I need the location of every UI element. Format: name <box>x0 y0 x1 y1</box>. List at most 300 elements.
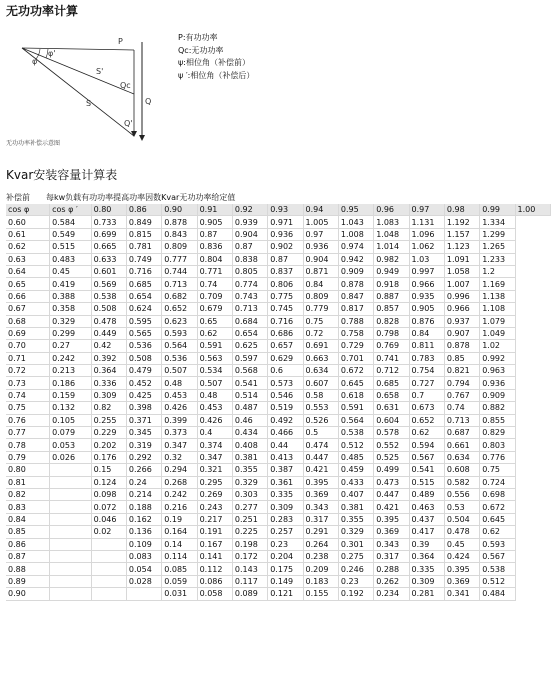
table-cell: 0.453 <box>162 389 197 401</box>
table-cell: 0.141 <box>197 550 232 562</box>
table-cell: 0.594 <box>409 439 444 451</box>
table-cell: 1.079 <box>480 315 515 327</box>
table-cell: 0.538 <box>480 563 515 575</box>
header-target-cos: 1.00 <box>515 204 550 216</box>
table-row <box>6 464 551 476</box>
header-cos-before: cos φ <box>6 204 50 216</box>
table-cell: 0.798 <box>374 327 409 339</box>
table-cell: 0.117 <box>232 575 267 587</box>
table-cell: 0.466 <box>268 427 303 439</box>
table-cell: 0.512 <box>480 575 515 587</box>
table-cell: 0.949 <box>374 265 409 277</box>
table-cell: 0.552 <box>374 439 409 451</box>
table-cell: 0.699 <box>91 228 126 240</box>
table-cell: 0.515 <box>409 476 444 488</box>
table-cell: 0.243 <box>197 501 232 513</box>
table-cell: 0.395 <box>374 513 409 525</box>
table-cell: 1.2 <box>480 265 515 277</box>
table-cell: 0.661 <box>444 439 479 451</box>
table-cell: 0.804 <box>197 253 232 265</box>
table-cell: 0.319 <box>126 439 161 451</box>
table-cell <box>50 563 91 575</box>
table-row <box>6 377 551 389</box>
table-cell: 0.492 <box>268 414 303 426</box>
table-cell: 0.303 <box>232 488 267 500</box>
table-cell: 0.478 <box>91 315 126 327</box>
table-cell: 0.937 <box>444 315 479 327</box>
table-cell: 0.573 <box>268 377 303 389</box>
table-cell: 0.417 <box>409 526 444 538</box>
table-cell: 0.776 <box>480 451 515 463</box>
header-description: 每kw负载有功功率提高功率因数Kvar无功功率给定值 <box>46 193 236 202</box>
table-cell: 0.172 <box>232 550 267 562</box>
table-cell: 0.713 <box>232 303 267 315</box>
table-cell: 0.75 <box>303 315 338 327</box>
table-cell: 0.407 <box>338 488 373 500</box>
legend-item-p: P:有功功率 <box>178 33 218 42</box>
table-cell: 0.593 <box>162 327 197 339</box>
kvar-table <box>6 204 551 601</box>
table-cell: 0.246 <box>338 563 373 575</box>
table-cell <box>50 513 91 525</box>
table-cell: 0.84 <box>303 278 338 290</box>
table-cell: 1.062 <box>409 241 444 253</box>
header-target-cos: 0.80 <box>91 204 126 216</box>
diagram-label-p: P <box>118 37 123 46</box>
table-cell: 0.838 <box>232 253 267 265</box>
table-row <box>6 550 551 562</box>
table-cell <box>91 588 126 600</box>
table-cell: 0.829 <box>480 427 515 439</box>
table-cell: 0.399 <box>162 414 197 426</box>
table-cell: 0.582 <box>444 476 479 488</box>
table-cell: 0.121 <box>268 588 303 600</box>
table-title: Kvar安装容量计算表 <box>6 168 118 182</box>
table-cell: 0.19 <box>162 513 197 525</box>
table-cell <box>91 575 126 587</box>
table-cell: 0.682 <box>162 290 197 302</box>
table-cell: 0.541 <box>409 464 444 476</box>
table-cell: 0.45 <box>50 265 91 277</box>
table-cell: 0.847 <box>338 290 373 302</box>
cell-cos-before: 0.89 <box>6 575 50 587</box>
table-cell: 0.701 <box>338 352 373 364</box>
table-cell: 0.39 <box>409 538 444 550</box>
table-row <box>6 588 551 600</box>
table-cell: 0.909 <box>338 265 373 277</box>
table-cell: 0.162 <box>126 513 161 525</box>
table-cell <box>50 575 91 587</box>
table-cell: 0.538 <box>338 427 373 439</box>
table-cell: 0.936 <box>303 241 338 253</box>
table-cell: 0.058 <box>197 588 232 600</box>
table-row <box>6 501 551 513</box>
table-cell: 0.855 <box>480 414 515 426</box>
table-row <box>6 439 551 451</box>
table-cell: 0.046 <box>91 513 126 525</box>
cell-cos-before: 0.81 <box>6 476 50 488</box>
table-cell: 0.618 <box>338 389 373 401</box>
table-cell: 0.658 <box>374 389 409 401</box>
table-cell: 0.515 <box>50 241 91 253</box>
table-cell: 0.225 <box>232 526 267 538</box>
table-cell: 0.652 <box>409 414 444 426</box>
table-cell: 0.665 <box>91 241 126 253</box>
table-cell: 0.374 <box>197 439 232 451</box>
table-cell: 0.595 <box>126 315 161 327</box>
table-cell: 0.904 <box>232 228 267 240</box>
table-cell: 0.281 <box>409 588 444 600</box>
table-cell: 0.645 <box>480 513 515 525</box>
table-cell: 0.159 <box>50 389 91 401</box>
table-cell: 0.124 <box>91 476 126 488</box>
table-column-header-row <box>6 204 551 216</box>
table-cell: 0.426 <box>162 402 197 414</box>
table-row <box>6 340 551 352</box>
table-cell: 0.553 <box>303 402 338 414</box>
table-cell: 0.255 <box>91 414 126 426</box>
cell-cos-before: 0.90 <box>6 588 50 600</box>
table-cell: 1.123 <box>444 241 479 253</box>
table-cell: 0.936 <box>480 377 515 389</box>
table-cell: 0.089 <box>232 588 267 600</box>
table-cell: 0.775 <box>268 290 303 302</box>
table-cell: 0.809 <box>162 241 197 253</box>
table-cell: 1.007 <box>444 278 479 290</box>
table-cell: 0.634 <box>444 451 479 463</box>
table-cell: 1.043 <box>338 216 373 228</box>
table-cell: 0.512 <box>338 439 373 451</box>
table-cell: 0.803 <box>480 439 515 451</box>
table-cell: 0.608 <box>444 464 479 476</box>
table-cell: 0.857 <box>374 303 409 315</box>
table-cell: 0.294 <box>162 464 197 476</box>
table-cell: 0.437 <box>409 513 444 525</box>
cell-cos-before: 0.64 <box>6 265 50 277</box>
table-cell: 0.031 <box>162 588 197 600</box>
table-cell: 1.03 <box>409 253 444 265</box>
page-title: 无功功率计算 <box>6 4 79 18</box>
table-cell: 0.526 <box>303 414 338 426</box>
cell-cos-before: 0.76 <box>6 414 50 426</box>
header-target-cos: 0.92 <box>232 204 267 216</box>
table-cell: 1.299 <box>480 228 515 240</box>
table-cell: 0.698 <box>480 488 515 500</box>
table-cell: 0.164 <box>162 526 197 538</box>
table-cell: 0.508 <box>126 352 161 364</box>
table-cell: 0.395 <box>444 563 479 575</box>
table-cell: 0.679 <box>197 303 232 315</box>
table-cell: 0.42 <box>91 340 126 352</box>
table-cell: 0.541 <box>232 377 267 389</box>
table-cell: 0.811 <box>409 340 444 352</box>
table-cell: 0.902 <box>268 241 303 253</box>
table-cell: 0.192 <box>338 588 373 600</box>
table-cell: 0.295 <box>197 476 232 488</box>
table-cell: 0.936 <box>268 228 303 240</box>
table-cell: 0.691 <box>303 340 338 352</box>
legend-item-qc: Qc:无功功率 <box>178 45 224 55</box>
table-cell: 0.44 <box>268 439 303 451</box>
table-cell: 0.876 <box>409 315 444 327</box>
table-cell: 0.269 <box>197 488 232 500</box>
table-cell: 0.264 <box>303 538 338 550</box>
table-cell: 0.992 <box>480 352 515 364</box>
header-target-cos: 0.99 <box>480 204 515 216</box>
p-axis-arrow <box>139 135 145 141</box>
table-cell: 1.138 <box>480 290 515 302</box>
table-cell: 0.507 <box>197 377 232 389</box>
table-cell: 0.355 <box>338 513 373 525</box>
table-cell: 0.567 <box>480 550 515 562</box>
table-cell <box>50 501 91 513</box>
table-cell: 0.098 <box>91 488 126 500</box>
table-row <box>6 389 551 401</box>
table-cell: 0.536 <box>162 352 197 364</box>
header-target-cos: 0.90 <box>162 204 197 216</box>
table-row <box>6 451 551 463</box>
table-cell: 0.452 <box>126 377 161 389</box>
table-cell: 0.355 <box>232 464 267 476</box>
table-row <box>6 513 551 525</box>
table-cell: 0.815 <box>126 228 161 240</box>
table-cell: 0.343 <box>303 501 338 513</box>
table-cell <box>50 526 91 538</box>
cell-cos-before: 0.86 <box>6 538 50 550</box>
table-cell: 0.712 <box>374 365 409 377</box>
table-cell: 0.257 <box>268 526 303 538</box>
table-cell: 0.794 <box>444 377 479 389</box>
table-cell: 0.499 <box>374 464 409 476</box>
table-cell: 1.157 <box>444 228 479 240</box>
table-cell: 1.058 <box>444 265 479 277</box>
table-cell: 0.336 <box>91 377 126 389</box>
header-target-cos: 0.91 <box>197 204 232 216</box>
table-cell <box>126 588 161 600</box>
table-cell: 0.604 <box>374 414 409 426</box>
table-cell: 0.942 <box>338 253 373 265</box>
table-cell: 0.713 <box>162 278 197 290</box>
table-cell: 0.238 <box>303 550 338 562</box>
table-cell: 1.048 <box>374 228 409 240</box>
table-cell: 0.434 <box>232 427 267 439</box>
table-cell: 1.049 <box>480 327 515 339</box>
table-cell <box>50 476 91 488</box>
table-cell: 0.345 <box>126 427 161 439</box>
table-cell: 0.335 <box>409 563 444 575</box>
table-cell: 0.4 <box>197 427 232 439</box>
cell-cos-before: 0.80 <box>6 464 50 476</box>
table-cell: 0.309 <box>268 501 303 513</box>
table-cell: 0.329 <box>338 526 373 538</box>
cell-cos-before: 0.78 <box>6 439 50 451</box>
table-cell: 0.381 <box>232 451 267 463</box>
table-cell: 0.536 <box>126 340 161 352</box>
table-cell: 0.781 <box>126 241 161 253</box>
table-cell: 0.744 <box>162 265 197 277</box>
cell-cos-before: 0.87 <box>6 550 50 562</box>
table-cell: 0.97 <box>303 228 338 240</box>
table-cell: 0.262 <box>374 575 409 587</box>
cell-cos-before: 0.75 <box>6 402 50 414</box>
table-cell: 0.209 <box>303 563 338 575</box>
cell-cos-before: 0.73 <box>6 377 50 389</box>
table-cell: 0.175 <box>268 563 303 575</box>
table-cell: 0.843 <box>162 228 197 240</box>
table-cell: 0.963 <box>480 365 515 377</box>
table-cell: 0.335 <box>268 488 303 500</box>
table-cell: 0.459 <box>338 464 373 476</box>
table-cell: 0.569 <box>91 278 126 290</box>
table-cell: 0.317 <box>374 550 409 562</box>
table-cell <box>50 538 91 550</box>
table-cell: 0.266 <box>126 464 161 476</box>
table-cell: 0.779 <box>303 303 338 315</box>
cell-cos-before: 0.84 <box>6 513 50 525</box>
table-row <box>6 402 551 414</box>
table-cell: 0.453 <box>197 402 232 414</box>
table-cell: 0.836 <box>197 241 232 253</box>
table-cell: 0.584 <box>50 216 91 228</box>
table-cell: 0.216 <box>162 501 197 513</box>
table-cell: 0.709 <box>197 290 232 302</box>
table-cell: 1.108 <box>480 303 515 315</box>
table-cell: 0.408 <box>232 439 267 451</box>
table-cell: 0.085 <box>162 563 197 575</box>
table-cell: 0.283 <box>268 513 303 525</box>
table-cell: 0.87 <box>197 228 232 240</box>
power-triangle-diagram <box>0 22 170 152</box>
table-cell: 0.46 <box>232 414 267 426</box>
table-cell: 0.771 <box>197 265 232 277</box>
table-cell: 0.329 <box>232 476 267 488</box>
table-cell: 0.741 <box>374 352 409 364</box>
table-cell: 0.905 <box>409 303 444 315</box>
table-cell: 0.309 <box>409 575 444 587</box>
cell-cos-before: 0.74 <box>6 389 50 401</box>
diagram-label-s: S <box>86 99 92 108</box>
table-row <box>6 216 551 228</box>
table-cell: 0.672 <box>338 365 373 377</box>
table-cell: 0.663 <box>303 352 338 364</box>
cell-cos-before: 0.70 <box>6 340 50 352</box>
table-cell: 0.369 <box>444 575 479 587</box>
table-cell: 0.188 <box>126 501 161 513</box>
table-row <box>6 241 551 253</box>
table-cell: 0.591 <box>338 402 373 414</box>
table-cell: 0.317 <box>303 513 338 525</box>
table-row <box>6 575 551 587</box>
cell-cos-before: 0.65 <box>6 278 50 290</box>
table-cell: 0.878 <box>338 278 373 290</box>
table-cell: 0.292 <box>126 451 161 463</box>
table-cell: 0.686 <box>268 327 303 339</box>
table-cell: 0.167 <box>197 538 232 550</box>
cell-cos-before: 0.62 <box>6 241 50 253</box>
table-row <box>6 290 551 302</box>
table-cell: 0.918 <box>374 278 409 290</box>
cell-cos-before: 0.82 <box>6 488 50 500</box>
table-cell: 0.607 <box>303 377 338 389</box>
table-cell: 0.657 <box>268 340 303 352</box>
table-row <box>6 303 551 315</box>
table-cell: 0.783 <box>409 352 444 364</box>
table-cell: 0.5 <box>303 427 338 439</box>
table-cell: 0.083 <box>126 550 161 562</box>
table-cell: 0.966 <box>444 303 479 315</box>
diagram-label-qc: Qc <box>120 81 131 90</box>
table-cell: 0.026 <box>50 451 91 463</box>
table-cell: 0.62 <box>197 327 232 339</box>
cell-cos-before: 0.71 <box>6 352 50 364</box>
table-row <box>6 526 551 538</box>
table-cell: 0.347 <box>162 439 197 451</box>
table-cell: 0.421 <box>374 501 409 513</box>
table-cell: 0.767 <box>444 389 479 401</box>
table-cell: 0.381 <box>338 501 373 513</box>
table-cell: 0.143 <box>232 563 267 575</box>
table-row <box>6 365 551 377</box>
table-cell: 0.028 <box>126 575 161 587</box>
table-cell: 0.84 <box>409 327 444 339</box>
table-cell: 0.371 <box>126 414 161 426</box>
cell-cos-before: 0.88 <box>6 563 50 575</box>
table-cell: 0.183 <box>303 575 338 587</box>
table-cell: 0.433 <box>338 476 373 488</box>
table-cell: 0.14 <box>162 538 197 550</box>
table-cell: 0.549 <box>50 228 91 240</box>
table-cell: 0.72 <box>303 327 338 339</box>
table-cell: 0.788 <box>338 315 373 327</box>
table-cell: 0.291 <box>303 526 338 538</box>
table-cell: 0.601 <box>91 265 126 277</box>
header-cos-after: cos φ ′ <box>50 204 91 216</box>
table-cell: 0.387 <box>268 464 303 476</box>
table-cell: 0.214 <box>126 488 161 500</box>
table-cell: 0.474 <box>303 439 338 451</box>
table-cell: 0.623 <box>162 315 197 327</box>
table-cell: 0.85 <box>444 352 479 364</box>
table-cell: 0.149 <box>268 575 303 587</box>
table-cell: 0.629 <box>268 352 303 364</box>
table-cell: 0.564 <box>162 340 197 352</box>
table-cell: 0.364 <box>409 550 444 562</box>
table-cell: 0.114 <box>162 550 197 562</box>
table-cell: 0.364 <box>91 365 126 377</box>
table-cell: 0.217 <box>197 513 232 525</box>
cell-cos-before: 0.68 <box>6 315 50 327</box>
table-cell: 0.727 <box>409 377 444 389</box>
table-cell: 0.398 <box>126 402 161 414</box>
legend-item-phi: ψ:相位角（补偿前） <box>178 58 250 67</box>
table-header-line <box>6 192 551 204</box>
table-cell: 0.672 <box>480 501 515 513</box>
table-cell: 0.546 <box>268 389 303 401</box>
table-cell: 1.169 <box>480 278 515 290</box>
table-cell: 0.426 <box>197 414 232 426</box>
table-row <box>6 327 551 339</box>
table-cell: 0.504 <box>444 513 479 525</box>
table-cell: 0.45 <box>444 538 479 550</box>
table-cell: 0.392 <box>91 352 126 364</box>
table-cell: 0.369 <box>303 488 338 500</box>
table-cell: 0.837 <box>268 265 303 277</box>
table-cell: 0.186 <box>50 377 91 389</box>
table-cell: 0.341 <box>444 588 479 600</box>
table-cell: 0.716 <box>126 265 161 277</box>
cell-cos-before: 0.77 <box>6 427 50 439</box>
cell-cos-before: 0.66 <box>6 290 50 302</box>
